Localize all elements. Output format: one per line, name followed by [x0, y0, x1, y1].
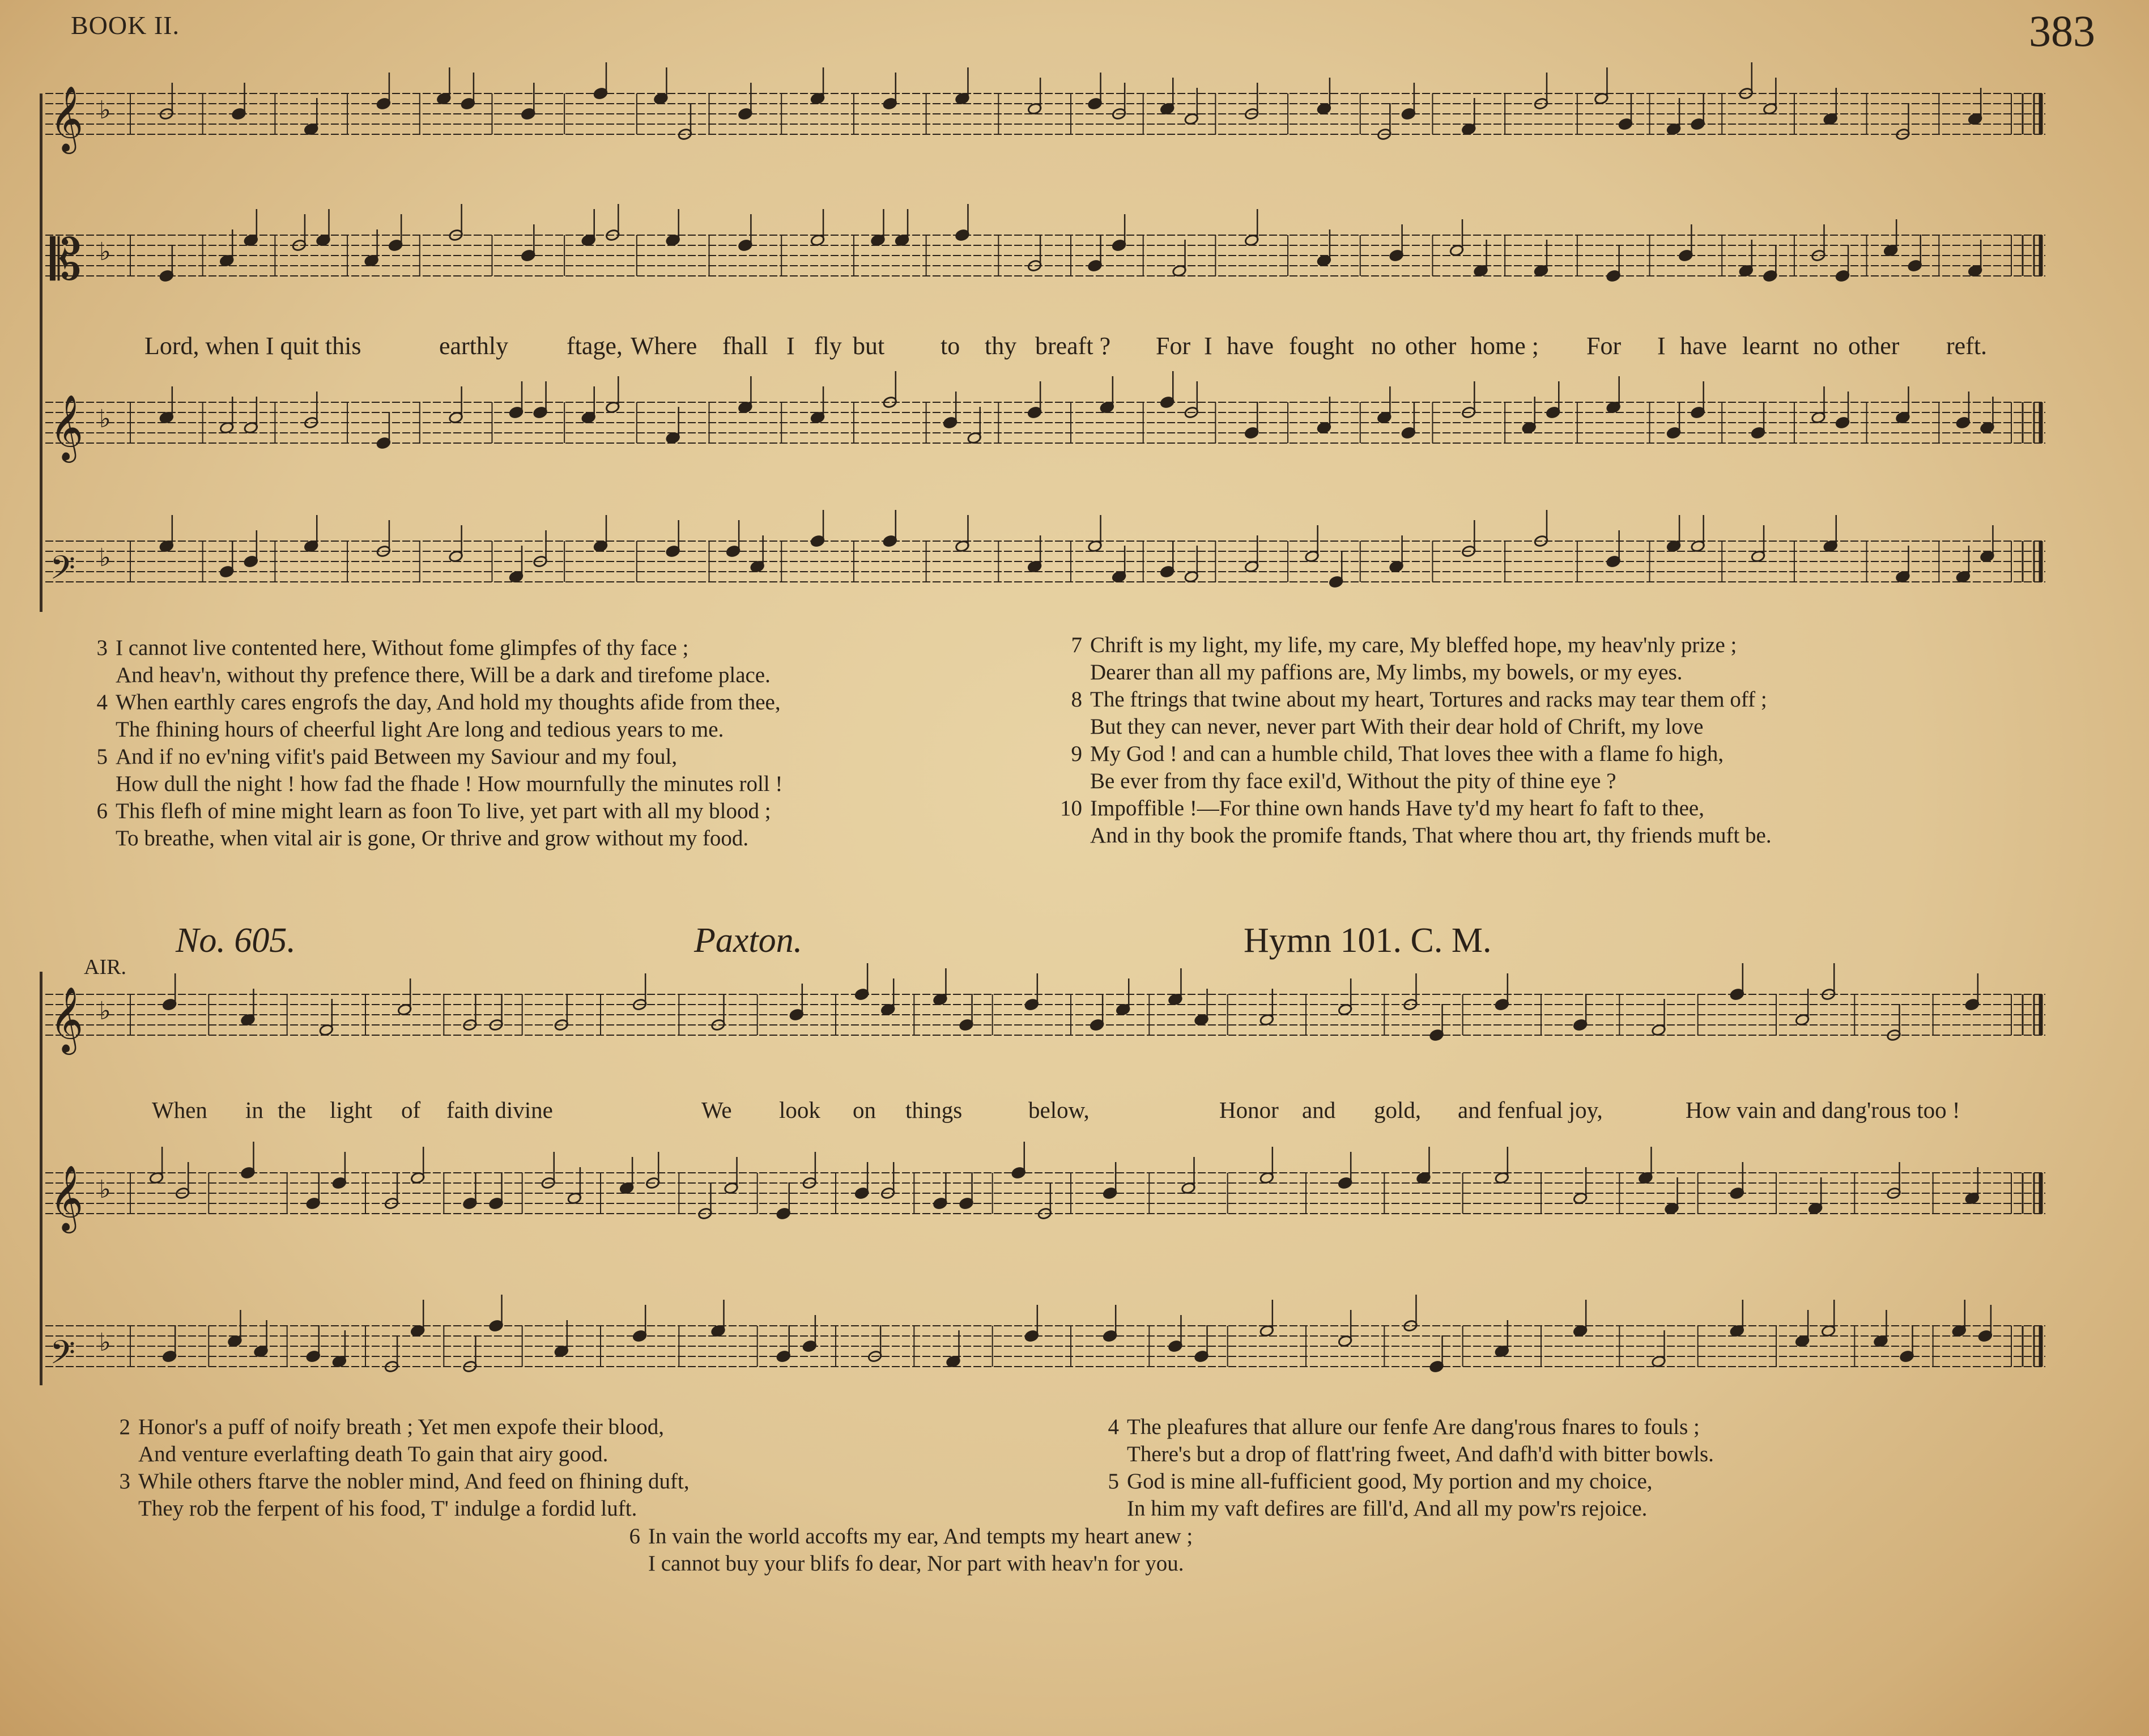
verse-number: 10: [1060, 796, 1082, 820]
key-flat-icon: ♭: [99, 96, 111, 125]
key-flat-icon: ♭: [99, 1328, 111, 1357]
verse-number: 8: [1071, 687, 1082, 712]
lyric-word: breaft ?: [1035, 332, 1111, 360]
verse-line: But they can never, never part With their dear hold of Chrift, my love: [1090, 714, 1704, 739]
verse-line: In vain the world accofts my ear, And tempts my heart anew ;: [648, 1524, 1193, 1548]
verses-right-column: [1054, 632, 1772, 849]
lyric-word: have: [1680, 332, 1727, 360]
key-flat-icon: ♭: [99, 237, 111, 266]
lyric-word: For: [1586, 332, 1622, 360]
clef-icon: 𝄢: [50, 548, 76, 595]
lyric-word: When: [152, 1097, 207, 1123]
clef-icon: 𝄢: [50, 1333, 76, 1380]
lyric-word: of: [401, 1097, 421, 1123]
verse-number: 5: [1108, 1469, 1119, 1494]
lyric-word: look: [779, 1097, 820, 1123]
lyric-word: on: [853, 1097, 876, 1123]
staff-2: [45, 204, 2045, 293]
lyric-line-1: [0, 331, 2149, 365]
lyric-word: Where: [631, 332, 697, 360]
lyric-word: other: [1848, 332, 1900, 360]
staff-7: [45, 1295, 2045, 1380]
lyric-word: I: [1657, 332, 1666, 360]
lyric-word: ftage,: [567, 332, 623, 360]
verse-line: Honor's a puff of noify breath ; Yet men expofe their blood,: [138, 1415, 665, 1439]
lyric-word: no: [1813, 332, 1838, 360]
lyric-word: learnt: [1742, 332, 1799, 360]
lyric-word: other: [1405, 332, 1457, 360]
verse-line: To breathe, when vital air is gone, Or thrive and grow without my food.: [116, 826, 749, 850]
air-label: AIR.: [84, 955, 126, 979]
verse-number: 3: [119, 1469, 130, 1494]
staff-6: [45, 1142, 2045, 1233]
hymn-label: Hymn 101. C. M.: [1244, 921, 1492, 960]
verse-line: There's but a drop of flatt'ring fweet, And dafh'd with bitter bowls.: [1127, 1442, 1714, 1466]
verse-line: Dearer than all my paffions are, My limbs, my bowels, or my eyes.: [1090, 660, 1683, 684]
clef-icon: 𝄞: [50, 394, 84, 460]
verses-left-column: [79, 635, 782, 852]
verses-second-right: [1091, 1414, 1714, 1522]
verse-line: The pleafures that allure our fenfe Are dang'rous fnares to fouls ;: [1127, 1415, 1700, 1439]
lyric-word: earthly: [439, 332, 509, 360]
verse-line: Chrift is my light, my life, my care, My bleffed hope, my heav'nly prize ;: [1090, 633, 1737, 657]
verse-line: When earthly cares engrofs the day, And hold my thoughts afide from thee,: [116, 690, 781, 714]
tune-name: Paxton.: [694, 921, 803, 960]
key-flat-icon: ♭: [99, 543, 111, 572]
verse-line: I cannot buy your blifs fo dear, Nor part with heav'n for you.: [648, 1551, 1184, 1576]
lyric-word: home ;: [1470, 332, 1539, 360]
clef-icon: 𝄞: [50, 986, 84, 1052]
lyric-word: fly: [814, 332, 842, 360]
lyric-word: I: [786, 332, 795, 360]
key-flat-icon: ♭: [99, 997, 111, 1026]
verse-number: 7: [1071, 633, 1082, 657]
lyric-line-2: [0, 1096, 2149, 1130]
verse-line: My God ! and can a humble child, That loves thee with a flame fo high,: [1090, 742, 1724, 766]
verses-second-center: [612, 1523, 1193, 1577]
lyric-word: and: [1302, 1097, 1336, 1123]
verse-line: They rob the ferpent of his food, T' indulge a fordid luft.: [138, 1496, 637, 1521]
staff-4: [45, 510, 2045, 595]
verse-line: In him my vaft defires are fill'd, And all my pow'rs rejoice.: [1127, 1496, 1648, 1521]
verse-number: 4: [1108, 1415, 1119, 1439]
lyric-word: fought: [1289, 332, 1354, 360]
lyric-word: and fenfual joy,: [1458, 1097, 1603, 1123]
lyric-word: fhall: [722, 332, 768, 360]
verse-line: How dull the night ! how fad the fhade ! How mournfully the minutes roll !: [116, 772, 783, 796]
verse-line: The fhining hours of cheerful light Are long and tedious years to me.: [116, 717, 724, 742]
verse-line: The ftrings that twine about my heart, Tortures and racks may tear them off ;: [1090, 687, 1767, 712]
verse-line: Impoffible !—For thine own hands Have ty'd my heart fo faft to thee,: [1090, 796, 1704, 820]
lyric-word: below,: [1028, 1097, 1090, 1123]
lyric-word: but: [853, 332, 885, 360]
verse-line: Be ever from thy face exil'd, Without the pity of thine eye ?: [1090, 769, 1616, 793]
clef-icon: 𝄞: [50, 85, 84, 151]
key-flat-icon: ♭: [99, 1175, 111, 1204]
lyric-word: reft.: [1946, 332, 1988, 360]
lyric-word: I: [1204, 332, 1212, 360]
verse-line: And if no ev'ning vifit's paid Between my Saviour and my foul,: [116, 744, 678, 769]
staff-3: [45, 371, 2045, 463]
book-label: BOOK II.: [71, 11, 180, 40]
lyric-word: in: [245, 1097, 263, 1123]
staff-5: [45, 963, 2045, 1055]
lyric-word: things: [905, 1097, 963, 1123]
verse-number: 6: [629, 1524, 640, 1548]
verse-number: 9: [1071, 742, 1082, 766]
lyric-word: Lord, when I quit this: [144, 332, 361, 360]
lyric-word: the: [278, 1097, 307, 1123]
verse-line: This flefh of mine might learn as foon To live, yet part with all my blood ;: [116, 799, 771, 823]
verse-number: 2: [119, 1415, 130, 1439]
lyric-word: have: [1227, 332, 1274, 360]
verse-line: And heav'n, without thy prefence there, Will be a dark and tirefome place.: [116, 663, 771, 687]
verse-number: 4: [96, 690, 108, 714]
lyric-word: How vain and dang'rous too !: [1686, 1097, 1960, 1123]
verse-line: God is mine all-fufficient good, My portion and my choice,: [1127, 1469, 1653, 1494]
lyric-word: gold,: [1374, 1097, 1422, 1123]
lyric-word: Honor: [1219, 1097, 1279, 1123]
verse-number: 6: [96, 799, 108, 823]
lyric-word: to: [941, 332, 960, 360]
lyric-word: We: [701, 1097, 732, 1123]
clef-icon: 𝄞: [50, 1164, 84, 1231]
staff-1: [45, 62, 2045, 154]
verse-line: And venture everlafting death To gain that airy good.: [138, 1442, 608, 1466]
verse-line: While others ftarve the nobler mind, And feed on fhining duft,: [138, 1469, 690, 1494]
lyric-word: For: [1156, 332, 1191, 360]
lyric-word: thy: [985, 332, 1017, 360]
verse-number: 3: [96, 636, 108, 660]
lyric-word: no: [1371, 332, 1396, 360]
lyric-word: light: [330, 1097, 373, 1123]
page-number: 383: [2029, 6, 2095, 56]
verses-second-left: [102, 1414, 690, 1522]
verse-line: I cannot live contented here, Without fome glimpfes of thy face ;: [116, 636, 689, 660]
key-flat-icon: ♭: [99, 405, 111, 433]
lyric-word: faith divine: [446, 1097, 553, 1123]
clef-icon: 𝄡: [50, 227, 82, 293]
verse-number: 5: [96, 744, 108, 769]
verse-line: And in thy book the promife ftands, That where thou art, thy friends muft be.: [1090, 823, 1772, 848]
tune-number: No. 605.: [176, 921, 296, 960]
